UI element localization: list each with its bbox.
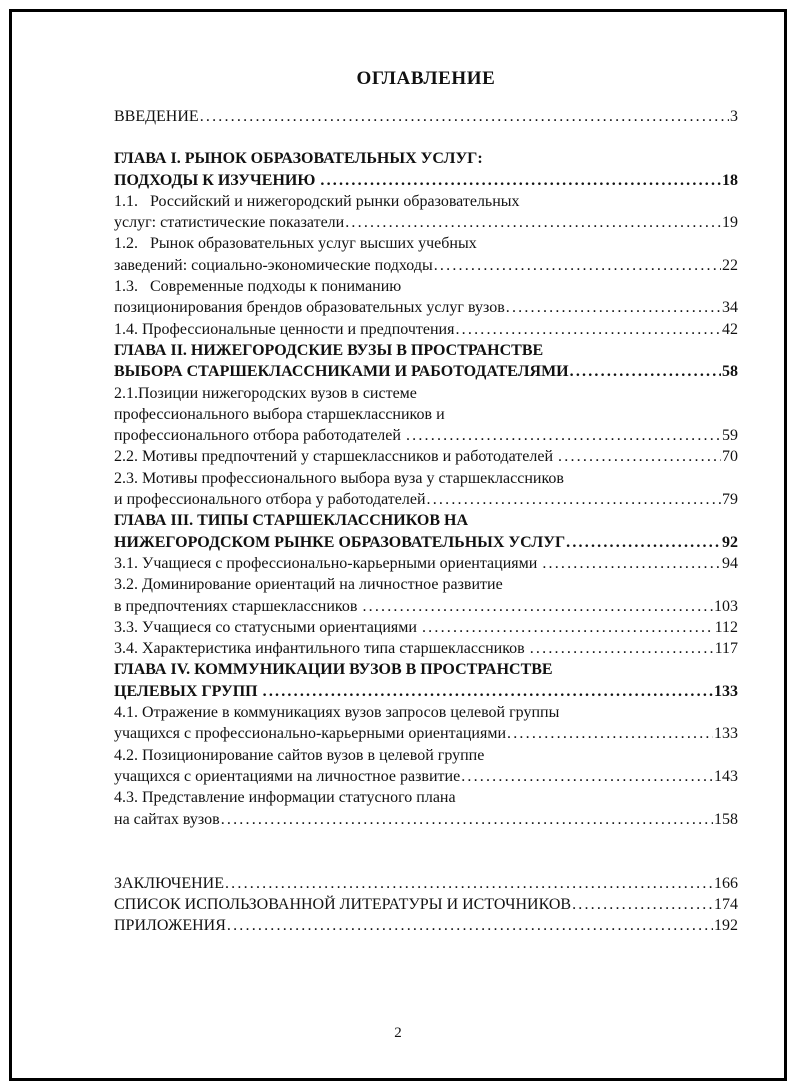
- toc-entry-text: профессионального выбора старшеклассников и: [114, 405, 445, 423]
- toc-page-number: 112: [714, 618, 738, 636]
- toc-page-number: 34: [722, 299, 738, 317]
- toc-entry-text: 3.2. Доминирование ориентаций на личностное развитие: [114, 576, 503, 594]
- toc-line: [114, 702, 738, 723]
- toc-entry-text: 2.1.Позиции нижегородских вузов в системе: [114, 384, 417, 402]
- toc-line: [114, 489, 738, 510]
- dot-leader: [566, 532, 721, 553]
- toc-line: [114, 404, 738, 425]
- toc-entry-text: 4.3. Представление информации статусного плана: [114, 789, 456, 807]
- dot-leader: [406, 425, 721, 446]
- toc-line: [114, 553, 738, 574]
- toc-line: [114, 233, 738, 254]
- toc-line: [114, 915, 738, 936]
- toc-entry-text: заведений: социально-экономические подходы: [114, 256, 433, 274]
- toc-line: [114, 723, 738, 744]
- dot-leader: [200, 106, 729, 127]
- dot-leader: [572, 894, 713, 915]
- toc-page-number: 3: [730, 108, 738, 125]
- toc-page-number: 192: [714, 917, 738, 935]
- toc-page-number: 18: [722, 171, 738, 189]
- toc-entry-text: ПОДХОДЫ К ИЗУЧЕНИЮ: [114, 171, 320, 189]
- dot-leader: [461, 766, 713, 787]
- toc-line: [114, 276, 738, 297]
- toc-entry-text: ВЫБОРА СТАРШЕКЛАССНИКАМИ И РАБОТОДАТЕЛЯМИ: [114, 363, 569, 381]
- dot-leader: [506, 297, 721, 318]
- toc-line: [114, 787, 738, 808]
- dot-leader: [221, 809, 713, 830]
- toc-line: [114, 148, 738, 169]
- toc-entry-text: 4.2. Позиционирование сайтов вузов в целевой группе: [114, 746, 485, 764]
- dot-leader: [345, 212, 721, 233]
- toc-page-number: 70: [722, 448, 738, 466]
- dot-leader: [320, 170, 721, 191]
- toc-entry-text: 3.4. Характеристика инфантильного типа старшеклассников: [114, 640, 529, 658]
- toc-page-number: 59: [722, 427, 738, 445]
- toc-line: [114, 574, 738, 595]
- toc-line: [114, 638, 738, 659]
- toc-entry-text: услуг: статистические показатели: [114, 214, 345, 232]
- toc-entry-text: 3.1. Учащиеся с профессионально-карьерными ориентациями: [114, 554, 542, 572]
- dot-leader: [227, 915, 713, 936]
- toc-page-number: 94: [722, 554, 738, 572]
- toc-line: [114, 510, 738, 531]
- toc-page-number: 174: [714, 896, 738, 914]
- toc-entry-text: учащихся с ориентациями на личностное развитие: [114, 767, 461, 785]
- toc-line: [114, 170, 738, 191]
- toc-page-number: 143: [714, 767, 738, 785]
- dot-leader: [558, 446, 721, 467]
- toc-entry-text: НИЖЕГОРОДСКОМ РЫНКЕ ОБРАЗОВАТЕЛЬНЫХ УСЛУГ: [114, 533, 566, 551]
- dot-leader: [422, 617, 714, 638]
- toc-page-number: 158: [714, 810, 738, 828]
- toc-page-number: 42: [722, 320, 738, 338]
- toc-entry-text: ЗАКЛЮЧЕНИЕ: [114, 874, 224, 892]
- toc-page-number: 103: [714, 597, 738, 615]
- toc-entry-text: 1.4. Профессиональные ценности и предпочтения: [114, 320, 455, 338]
- table-of-contents: [114, 68, 738, 937]
- toc-line: [114, 681, 738, 702]
- toc-line: [114, 468, 738, 489]
- dot-leader: [530, 638, 714, 659]
- dot-leader: [455, 319, 721, 340]
- dot-leader: [542, 553, 721, 574]
- toc-line: [114, 319, 738, 340]
- dot-leader: [570, 361, 721, 382]
- toc-entry-text: ГЛАВА II. НИЖЕГОРОДСКИЕ ВУЗЫ В ПРОСТРАНСТВЕ: [114, 341, 544, 359]
- toc-page-number: 58: [722, 363, 738, 381]
- toc-line: [114, 106, 738, 127]
- toc-line: [114, 425, 738, 446]
- page-title: ОГЛАВЛЕНИЕ: [356, 68, 496, 89]
- toc-line: [114, 809, 738, 830]
- toc-entry-text: в предпочтениях старшеклассников: [114, 597, 362, 615]
- toc-line: [114, 446, 738, 467]
- toc-entry-text: позиционирования брендов образовательных услуг вузов: [114, 299, 505, 317]
- toc-entry-text: и профессионального отбора у работодателей: [114, 491, 426, 509]
- toc-entry-text: 1.1. Российский и нижегородский рынки образовательных: [114, 192, 520, 210]
- dot-leader: [225, 873, 713, 894]
- toc-line: [114, 361, 738, 382]
- toc-line: [114, 659, 738, 680]
- toc-line: [114, 255, 738, 276]
- dot-leader: [362, 596, 713, 617]
- toc-entry-text: СПИСОК ИСПОЛЬЗОВАННОЙ ЛИТЕРАТУРЫ И ИСТОЧНИКОВ: [114, 896, 572, 914]
- toc-entry-text: ПРИЛОЖЕНИЯ: [114, 917, 226, 935]
- toc-line: [114, 745, 738, 766]
- toc-page-number: 79: [722, 491, 738, 509]
- toc-page-number: 166: [714, 874, 738, 892]
- toc-entry-text: ГЛАВА I. РЫНОК ОБРАЗОВАТЕЛЬНЫХ УСЛУГ:: [114, 150, 483, 168]
- toc-entry-text: ЦЕЛЕВЫХ ГРУПП: [114, 682, 262, 700]
- toc-entry-text: 4.1. Отражение в коммуникациях вузов запросов целевой группы: [114, 704, 560, 722]
- toc-page-number: 92: [722, 533, 738, 551]
- toc-page-number: 19: [722, 214, 738, 232]
- toc-line: [114, 212, 738, 233]
- dot-leader: [263, 681, 713, 702]
- dot-leader: [507, 723, 713, 744]
- toc-entry-text: 1.2. Рынок образовательных услуг высших учебных: [114, 235, 477, 253]
- toc-line: [114, 383, 738, 404]
- toc-entry-text: ВВЕДЕНИЕ: [114, 108, 199, 125]
- toc-line: [114, 297, 738, 318]
- toc-entry-text: профессионального отбора работодателей: [114, 427, 405, 445]
- toc-list: [114, 106, 738, 937]
- toc-line: [114, 191, 738, 212]
- dot-leader: [427, 489, 721, 510]
- toc-line: [114, 894, 738, 915]
- toc-entry-text: 2.2. Мотивы предпочтений у старшеклассников и работодателей: [114, 448, 558, 466]
- toc-entry-text: 1.3. Современные подходы к пониманию: [114, 278, 402, 296]
- toc-line: [114, 617, 738, 638]
- toc-entry-text: 2.3. Мотивы профессионального выбора вуза у старшеклассников: [114, 469, 564, 487]
- toc-entry-text: ГЛАВА III. ТИПЫ СТАРШЕКЛАССНИКОВ НА: [114, 512, 469, 530]
- toc-entry-text: учащихся с профессионально-карьерными ориентациями: [114, 725, 507, 743]
- toc-entry-text: 3.3. Учащиеся со статусными ориентациями: [114, 618, 421, 636]
- toc-line: [114, 873, 738, 894]
- toc-line: [114, 340, 738, 361]
- toc-entry-text: на сайтах вузов: [114, 810, 220, 828]
- dot-leader: [434, 255, 721, 276]
- toc-line: [114, 766, 738, 787]
- toc-page-number: 117: [714, 640, 738, 658]
- toc-entry-text: ГЛАВА IV. КОММУНИКАЦИИ ВУЗОВ В ПРОСТРАНСТВЕ: [114, 661, 553, 679]
- toc-page-number: 133: [714, 682, 738, 700]
- toc-line: [114, 532, 738, 553]
- toc-page-number: 133: [714, 725, 738, 743]
- toc-line: [114, 596, 738, 617]
- footer-page-number: 2: [394, 1025, 402, 1041]
- toc-page-number: 22: [722, 256, 738, 274]
